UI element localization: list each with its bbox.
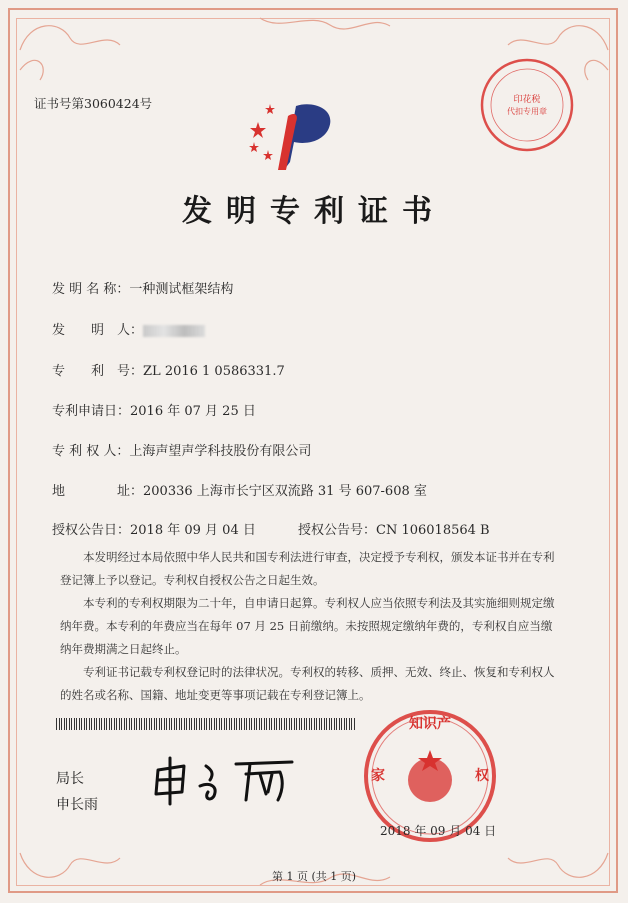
svg-text:权: 权 [475,768,489,784]
tax-stamp [478,56,576,154]
body-paragraph-3: 专利证书记载专利权登记时的法律状况。专利权的转移、质押、无效、终止、恢复和专利权人的姓名或名称、国籍、地址变更等事项记载在专利登记簿上。 [60,665,555,702]
filing-date-label: 专利申请日： [52,404,131,419]
field-address [52,480,427,499]
invention-name-value: 一种测试框架结构 [129,282,234,297]
field-grant-date [52,519,256,538]
inventor-label: 发 明 人： [52,323,144,338]
page-number: 第 1 页 (共 1 页) [271,870,357,883]
certificate-number: 证书号第3060424号 [34,96,153,111]
svg-text:家: 家 [371,768,385,784]
certificate-body [60,546,560,707]
field-invention-name [52,278,233,297]
director-name: 申长雨 [56,797,98,813]
body-paragraph-1: 本发明经过本局依照中华人民共和国专利法进行审查，决定授予专利权，颁发本证书并在专利登记簿上予以登记。专利权自授权公告之日起生效。 [60,550,555,587]
body-paragraph-2: 本专利的专利权期限为二十年，自申请日起算。专利权人应当依照专利法及其实施细则规定缴纳年费。本专利的年费应当在每年 07 月 25 日前缴纳。未按照规定缴纳年费的，专利权自应当缴纳年费期满之日起终止。 [60,596,555,656]
inventor-redacted [143,325,205,337]
grant-date-value: 2018 年 09 月 04 日 [130,523,256,538]
grant-no-label: 授权公告号： [298,523,377,538]
address-label: 地 址： [52,484,144,499]
field-grant-no [298,519,490,538]
svg-text:知识产: 知识产 [409,716,451,732]
certificate-title: 发明专利证书 [182,194,446,229]
seal-date: 2018 年 09 月 04 日 [380,824,497,838]
cnipa-logo [244,92,342,176]
patentee-label: 专 利 权 人： [52,444,130,459]
barcode [56,718,356,730]
field-patent-no [52,360,285,379]
patent-no-label: 专 利 号： [52,364,144,379]
filing-date-value: 2016 年 07 月 25 日 [130,404,256,419]
field-filing-date [52,400,256,419]
field-patentee [52,440,311,459]
address-value: 200336 上海市长宁区双流路 31 号 607-608 室 [143,484,427,499]
patentee-value: 上海声望声学科技股份有限公司 [129,444,312,459]
svg-text:印花税: 印花税 [513,95,541,105]
invention-name-label: 发 明 名 称： [52,282,130,297]
director-signature [150,752,300,808]
patent-no-value: ZL 2016 1 0586331.7 [143,364,285,379]
director-title: 局长 [56,771,84,787]
svg-text:代扣专用章: 代扣专用章 [507,107,547,116]
field-inventor [52,319,205,338]
grant-date-label: 授权公告日： [52,523,131,538]
grant-no-value: CN 106018564 B [376,523,490,538]
